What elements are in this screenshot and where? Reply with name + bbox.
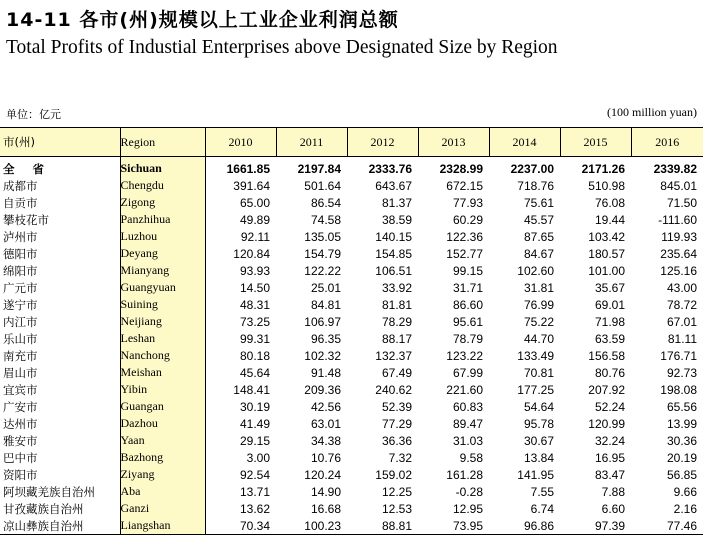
header-city-cn: 市(州) (0, 128, 120, 157)
table-row (0, 194, 703, 211)
profit-value-2016: 20.19 (666, 450, 697, 465)
profit-value-2015: 19.44 (594, 212, 625, 227)
region-name-chinese: 德阳市 (3, 246, 38, 261)
profit-value-2012: 132.37 (375, 348, 412, 363)
profit-value-2013: 67.99 (452, 365, 483, 380)
profit-value-2014: 141.95 (517, 467, 554, 482)
profit-value-2015: 83.47 (594, 467, 625, 482)
table-row (0, 381, 703, 398)
profit-value-2012: 36.36 (381, 433, 412, 448)
profit-value-2011: 122.22 (304, 263, 341, 278)
table-row (0, 483, 703, 500)
profit-value-2014: 102.60 (517, 263, 554, 278)
profit-value-2011: 86.54 (310, 195, 341, 210)
profit-value-2015: 7.88 (601, 484, 625, 499)
table-row (0, 449, 703, 466)
header-region: Region (120, 128, 205, 157)
header-row (0, 128, 703, 157)
profit-value-2012: 106.51 (375, 263, 412, 278)
table-row (0, 296, 703, 313)
table-row (0, 415, 703, 432)
region-name-chinese: 全 省 (3, 161, 52, 176)
profit-value-2011: 96.35 (310, 331, 341, 346)
table-row (0, 330, 703, 347)
profit-value-2015: 207.92 (588, 382, 625, 397)
region-name-english: Meishan (120, 364, 205, 381)
profit-value-2012: 12.53 (381, 501, 412, 516)
profit-value-2010: 93.93 (239, 263, 270, 278)
profit-value-2014: 96.86 (489, 517, 560, 535)
region-name-chinese: 广安市 (3, 399, 38, 414)
region-name-chinese: 眉山市 (3, 365, 38, 380)
table-row (0, 313, 703, 330)
profit-value-2012: 38.59 (381, 212, 412, 227)
region-name-chinese: 南充市 (3, 348, 38, 363)
profits-table (0, 127, 703, 535)
profit-value-2011: 501.64 (304, 178, 341, 193)
profit-value-2012: 77.29 (381, 416, 412, 431)
profit-value-2016: 198.08 (660, 382, 697, 397)
profit-value-2011: 209.36 (304, 382, 341, 397)
region-name-english: Sichuan (120, 157, 205, 178)
region-name-english: Panzhihua (120, 211, 205, 228)
region-name-chinese: 宜宾市 (3, 382, 38, 397)
profit-value-2011: 120.24 (304, 467, 341, 482)
profit-value-2011: 154.79 (304, 246, 341, 261)
region-name-chinese: 雅安市 (3, 433, 38, 448)
profit-value-2011: 91.48 (310, 365, 341, 380)
region-name-english: Neijiang (120, 313, 205, 330)
profit-value-2013: 672.15 (446, 178, 483, 193)
profit-value-2012: 12.25 (381, 484, 412, 499)
profit-value-2012: 52.39 (381, 399, 412, 414)
region-name-english: Liangshan (120, 517, 205, 535)
profit-value-2016: 125.16 (660, 263, 697, 278)
profit-value-2013: 123.22 (446, 348, 483, 363)
profit-value-2011: 102.32 (304, 348, 341, 363)
region-name-chinese: 凉山彝族自治州 (0, 517, 120, 535)
profit-value-2012: 78.29 (381, 314, 412, 329)
region-name-english: Ziyang (120, 466, 205, 483)
profit-value-2014: 84.67 (523, 246, 554, 261)
profit-value-2010: 41.49 (239, 416, 270, 431)
profit-value-2015: 63.59 (594, 331, 625, 346)
header-year: 2010 (205, 128, 276, 157)
profit-value-2016: 43.00 (666, 280, 697, 295)
profit-value-2011: 135.05 (304, 229, 341, 244)
table-row (0, 177, 703, 194)
region-name-english: Ganzi (120, 500, 205, 517)
profit-value-2012: 2333.76 (368, 161, 412, 176)
header-year: 2016 (631, 128, 703, 157)
profit-value-2010: 148.41 (233, 382, 270, 397)
table-row (0, 279, 703, 296)
region-name-english: Mianyang (120, 262, 205, 279)
region-name-english: Leshan (120, 330, 205, 347)
region-name-chinese: 内江市 (3, 314, 38, 329)
region-name-english: Aba (120, 483, 205, 500)
profit-value-2015: 69.01 (594, 297, 625, 312)
profit-value-2013: 9.58 (459, 450, 483, 465)
profit-value-2013: 122.36 (446, 229, 483, 244)
table-row (0, 364, 703, 381)
profit-value-2013: 31.03 (452, 433, 483, 448)
table-row-total (0, 157, 703, 178)
profit-value-2013: 86.60 (452, 297, 483, 312)
profit-value-2013: 89.47 (452, 416, 483, 431)
profit-value-2013: -0.28 (455, 484, 483, 499)
profit-value-2015: 71.98 (594, 314, 625, 329)
profit-value-2014: 54.64 (523, 399, 554, 414)
profit-value-2010: 65.00 (239, 195, 270, 210)
profit-value-2010: 14.50 (239, 280, 270, 295)
profit-value-2016: 71.50 (666, 195, 697, 210)
header-year: 2014 (489, 128, 560, 157)
profit-value-2013: 221.60 (446, 382, 483, 397)
profit-value-2016: 235.64 (660, 246, 697, 261)
profit-value-2016: 77.46 (631, 517, 703, 535)
profit-value-2010: 30.19 (239, 399, 270, 414)
profit-value-2014: 45.57 (523, 212, 554, 227)
region-name-english: Yibin (120, 381, 205, 398)
profit-value-2011: 74.58 (310, 212, 341, 227)
profit-value-2016: 81.11 (667, 331, 697, 346)
profit-value-2010: 48.31 (239, 297, 270, 312)
profit-value-2015: 6.60 (601, 501, 625, 516)
table-row (0, 398, 703, 415)
table-row (0, 228, 703, 245)
profit-value-2012: 7.32 (388, 450, 412, 465)
profit-value-2010: 99.31 (239, 331, 270, 346)
profit-value-2016: 13.99 (666, 416, 697, 431)
header-year: 2015 (560, 128, 631, 157)
region-name-chinese: 遂宁市 (3, 297, 38, 312)
region-name-english: Zigong (120, 194, 205, 211)
profit-value-2011: 100.23 (276, 517, 347, 535)
profit-value-2016: 2339.82 (653, 161, 697, 176)
header-year: 2013 (418, 128, 489, 157)
profit-value-2012: 88.17 (381, 331, 412, 346)
profit-value-2013: 12.95 (452, 501, 483, 516)
profit-value-2010: 391.64 (233, 178, 270, 193)
profit-value-2013: 161.28 (446, 467, 483, 482)
region-name-english: Bazhong (120, 449, 205, 466)
profit-value-2015: 35.67 (594, 280, 625, 295)
profit-value-2012: 81.37 (381, 195, 412, 210)
profit-value-2016: 845.01 (660, 178, 697, 193)
region-name-chinese: 阿坝藏羌族自治州 (3, 484, 95, 499)
profit-value-2010: 120.84 (233, 246, 270, 261)
profit-value-2013: 152.77 (446, 246, 483, 261)
profit-value-2013: 73.95 (418, 517, 489, 535)
profit-value-2014: 718.76 (517, 178, 554, 193)
region-name-chinese: 巴中市 (3, 450, 38, 465)
region-name-chinese: 广元市 (3, 280, 38, 295)
region-name-chinese: 资阳市 (3, 467, 38, 482)
table-title-english: Total Profits of Industial Enterprises above Designated Size by Region (6, 37, 558, 58)
profit-value-2016: 9.66 (673, 484, 697, 499)
profit-value-2016: 30.36 (666, 433, 697, 448)
region-name-chinese: 甘孜藏族自治州 (3, 501, 84, 516)
profit-value-2015: 52.24 (594, 399, 625, 414)
profit-value-2011: 10.76 (310, 450, 341, 465)
unit-label-chinese: 单位：亿元 (6, 108, 61, 121)
profit-value-2011: 14.90 (310, 484, 341, 499)
unit-label-english: (100 million yuan) (607, 105, 697, 119)
profit-value-2013: 95.61 (452, 314, 483, 329)
profit-value-2012: 33.92 (381, 280, 412, 295)
profit-value-2015: 2171.26 (581, 161, 625, 176)
profit-value-2014: 133.49 (517, 348, 554, 363)
profit-value-2015: 101.00 (588, 263, 625, 278)
profit-value-2011: 25.01 (310, 280, 341, 295)
header-year: 2011 (276, 128, 347, 157)
table-row (0, 245, 703, 262)
table-row (0, 347, 703, 364)
profit-value-2016: 78.72 (666, 297, 697, 312)
profit-value-2012: 159.02 (375, 467, 412, 482)
profit-value-2016: -111.60 (658, 212, 697, 227)
region-name-english: Chengdu (120, 177, 205, 194)
profit-value-2015: 16.95 (594, 450, 625, 465)
profit-value-2015: 510.98 (588, 178, 625, 193)
profit-value-2015: 103.42 (588, 229, 625, 244)
profit-value-2010: 13.71 (239, 484, 270, 499)
profit-value-2010: 70.34 (205, 517, 276, 535)
profit-value-2012: 67.49 (381, 365, 412, 380)
profit-value-2015: 120.99 (588, 416, 625, 431)
profit-value-2015: 180.57 (588, 246, 625, 261)
profit-value-2013: 60.83 (452, 399, 483, 414)
region-name-english: Luzhou (120, 228, 205, 245)
profit-value-2010: 1661.85 (226, 161, 270, 176)
profit-value-2011: 63.01 (310, 416, 341, 431)
region-name-english: Yaan (120, 432, 205, 449)
profit-value-2013: 78.79 (452, 331, 483, 346)
profit-value-2010: 80.18 (239, 348, 270, 363)
profit-value-2015: 80.76 (594, 365, 625, 380)
profit-value-2013: 31.71 (452, 280, 483, 295)
profit-value-2014: 76.99 (523, 297, 554, 312)
header-year: 2012 (347, 128, 418, 157)
region-name-english: Dazhou (120, 415, 205, 432)
profit-value-2014: 31.81 (523, 280, 554, 295)
profit-value-2012: 81.81 (381, 297, 412, 312)
region-name-chinese: 达州市 (3, 416, 38, 431)
profit-value-2014: 7.55 (530, 484, 554, 499)
table-row (0, 432, 703, 449)
table-title-chinese: 14-11 各市(州)规模以上工业企业利润总额 (6, 9, 399, 31)
table-row (0, 517, 703, 535)
profit-value-2011: 42.56 (310, 399, 341, 414)
profit-value-2013: 99.15 (452, 263, 483, 278)
profit-value-2010: 73.25 (239, 314, 270, 329)
region-name-english: Guangan (120, 398, 205, 415)
region-name-chinese: 自贡市 (3, 195, 38, 210)
profit-value-2012: 140.15 (375, 229, 412, 244)
profit-value-2014: 44.70 (523, 331, 554, 346)
profit-value-2011: 84.81 (310, 297, 341, 312)
profit-value-2013: 60.29 (452, 212, 483, 227)
table-row (0, 500, 703, 517)
profit-value-2016: 92.73 (666, 365, 697, 380)
profit-value-2011: 2197.84 (297, 161, 341, 176)
profit-value-2016: 2.16 (673, 501, 697, 516)
profit-value-2014: 177.25 (517, 382, 554, 397)
profit-value-2014: 95.78 (523, 416, 554, 431)
profit-value-2016: 119.93 (661, 229, 697, 244)
profit-value-2014: 2237.00 (510, 161, 554, 176)
profit-value-2010: 92.54 (239, 467, 270, 482)
profit-value-2016: 176.71 (660, 348, 697, 363)
profit-value-2014: 75.61 (523, 195, 554, 210)
profit-value-2014: 30.67 (523, 433, 554, 448)
profit-value-2010: 29.15 (239, 433, 270, 448)
profit-value-2010: 92.11 (240, 229, 270, 244)
profit-value-2014: 75.22 (523, 314, 554, 329)
profit-value-2011: 106.97 (304, 314, 341, 329)
profit-value-2014: 70.81 (523, 365, 554, 380)
region-name-english: Suining (120, 296, 205, 313)
profit-value-2010: 49.89 (239, 212, 270, 227)
region-name-chinese: 成都市 (3, 178, 38, 193)
region-name-chinese: 泸州市 (3, 229, 38, 244)
profit-value-2012: 240.62 (375, 382, 412, 397)
profit-value-2014: 13.84 (523, 450, 554, 465)
table-row (0, 466, 703, 483)
region-name-english: Deyang (120, 245, 205, 262)
profit-value-2015: 97.39 (560, 517, 631, 535)
profit-value-2016: 65.56 (666, 399, 697, 414)
profit-value-2012: 154.85 (375, 246, 412, 261)
profit-value-2015: 32.24 (594, 433, 625, 448)
region-name-english: Nanchong (120, 347, 205, 364)
profit-value-2012: 643.67 (375, 178, 412, 193)
profit-value-2015: 76.08 (594, 195, 625, 210)
profit-value-2013: 77.93 (452, 195, 483, 210)
table-row (0, 211, 703, 228)
profit-value-2014: 87.65 (523, 229, 554, 244)
profit-value-2010: 3.00 (246, 450, 270, 465)
profit-value-2013: 2328.99 (439, 161, 483, 176)
profit-value-2016: 56.85 (666, 467, 697, 482)
region-name-chinese: 攀枝花市 (3, 212, 49, 227)
table-body (0, 157, 703, 535)
profit-value-2016: 67.01 (666, 314, 697, 329)
region-name-chinese: 乐山市 (3, 331, 38, 346)
profit-value-2011: 16.68 (310, 501, 341, 516)
profit-value-2010: 13.62 (239, 501, 270, 516)
profit-value-2015: 156.58 (588, 348, 625, 363)
profit-value-2012: 88.81 (347, 517, 418, 535)
region-name-english: Guangyuan (120, 279, 205, 296)
profit-value-2014: 6.74 (530, 501, 554, 516)
table-row (0, 262, 703, 279)
profit-value-2011: 34.38 (310, 433, 341, 448)
profit-value-2010: 45.64 (239, 365, 270, 380)
region-name-chinese: 绵阳市 (3, 263, 38, 278)
